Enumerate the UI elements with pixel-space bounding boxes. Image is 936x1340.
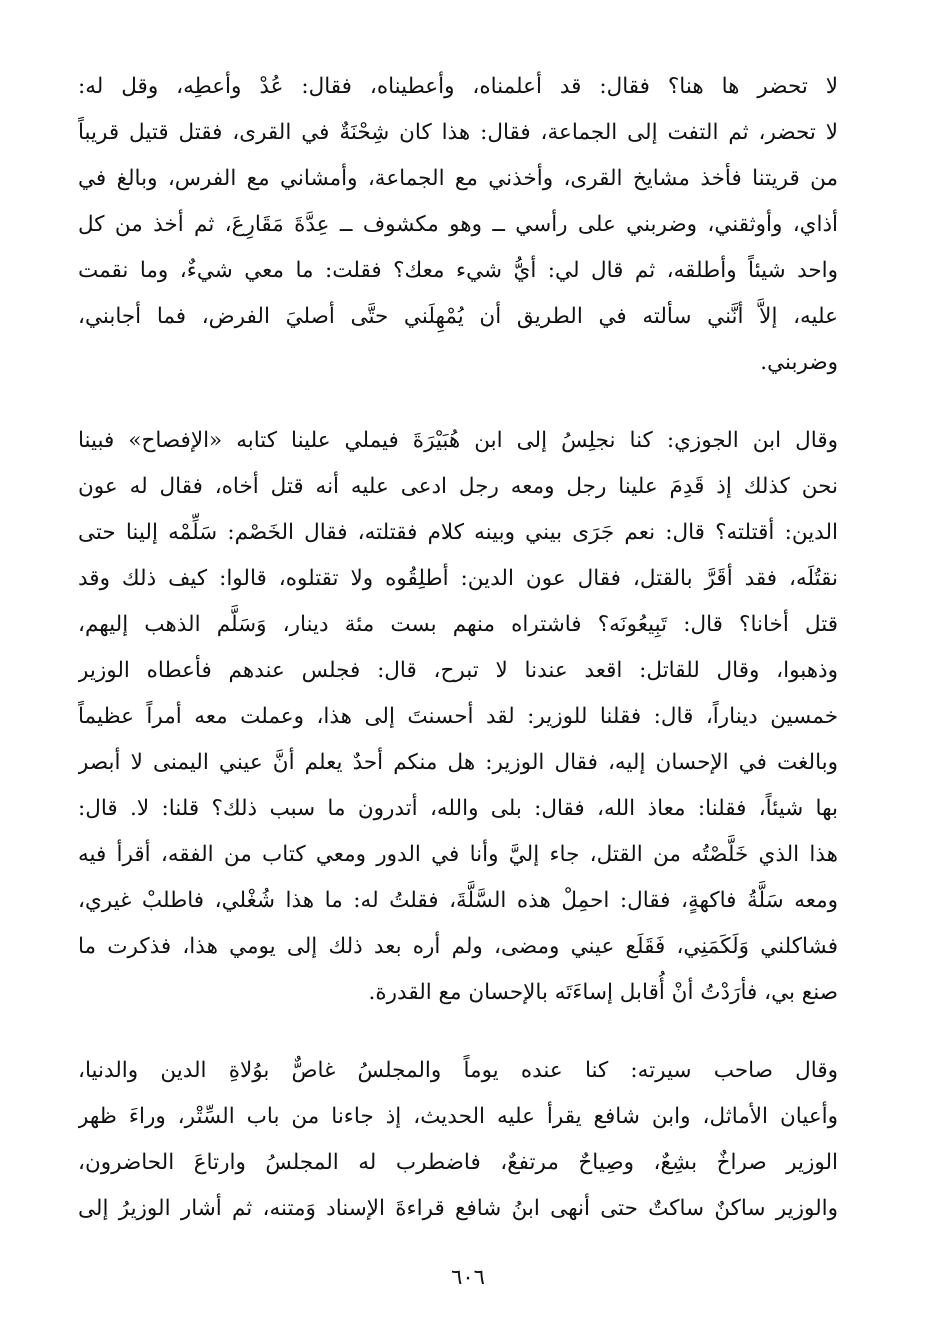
text-line: وبالغت في الإحسان إليه، فقال الوزير: هل منكم أحدٌ يعلم أنَّ عيني اليمنى لا أبصر — [78, 750, 838, 775]
page-number: ٦٠٦ — [451, 1265, 485, 1289]
text-line: عليه، إلاَّ أنَّني سألته في الطريق أن يُمْهِلَني حتَّى أصليَ الفرض، فما أجابني، — [78, 304, 838, 329]
text-line: أذاي، وأوثقني، وضربني على رأسي ــ وهو مكشوف ــ عِدَّةَ مَقَارِعَ، ثم أخذ من كل — [78, 212, 838, 237]
text-line: الدين: أقتلته؟ قال: نعم جَرَى بيني وبينه كلام فقتلته، فقال الخَصْم: سَلِّمْه إلينا حتى — [78, 520, 838, 545]
text-line: نقتُلَه، فقد أقَرَّ بالقتل، فقال عون الدين: أطلِقُوه ولا تقتلوه، قالوا: كيف ذلك وقد — [78, 566, 838, 591]
text-line: لا تحضر، ثم التفت إلى الجماعة، فقال: هذا كان شِحْنَةٌ في القرى، فقتل قتيل قريباً — [78, 120, 838, 145]
text-line: واحد شيئاً وأطلقه، ثم قال لي: أيُّ شيء معك؟ فقلت: ما معي شيءٌ، وما نقمت — [78, 258, 838, 283]
text-line: وقال صاحب سيرته: كنا عنده يوماً والمجلسُ غاصٌّ بوُلاةِ الدين والدنيا، — [78, 1058, 838, 1083]
text-line: الوزير صراخٌ بشِعٌ، وصِياحٌ مرتفعٌ، فاضطرب له المجلسُ وارتاعَ الحاضرون، — [78, 1150, 838, 1175]
text-line: نحن كذلك إذ قَدِمَ علينا رجل ومعه رجل ادعى عليه أنه قتل أخاه، فقال له عون — [78, 474, 838, 499]
text-line: وأعيان الأماثل، وابن شافع يقرأ عليه الحديث، إذ جاءنا من باب السِّتْر، وراءَ ظهر — [78, 1104, 838, 1129]
text-line: وضربني. — [760, 350, 838, 375]
text-line: هذا الذي خَلَّصْتُه من القتل، جاء إليَّ وأنا في الدور ومعي كتاب من الفقه، أقرأ فيه — [78, 842, 838, 867]
text-line: صنع بي، فأرَدْتُ أنْ أُقابل إساءَتَه بالإحسان مع القدرة. — [368, 980, 838, 1005]
text-line: بها شيئاً، فقلنا: معاذ الله، فقال: بلى والله، أتدرون ما سبب ذلك؟ قلنا: لا. قال: — [78, 796, 838, 821]
paragraph-1 — [78, 64, 838, 386]
text-line: ومعه سَلَّةُ فاكهةٍ، فقال: احمِلْ هذه السَّلَّةَ، فقلتُ له: ما هذا شُغْلي، فاطلبْ غيري، — [78, 888, 838, 913]
text-line: فشاكلني وَلَكَمَنِي، فَقَلَع عيني ومضى، ولم أره بعد ذلك إلى يومي هذا، فذكرت ما — [78, 934, 838, 959]
text-line: وقال ابن الجوزي: كنا نجلِسُ إلى ابن هُبَيْرَةَ فيملي علينا كتابه «الإفصاح» فبينا — [78, 428, 838, 453]
text-line: وذهبوا، وقال للقاتل: اقعد عندنا لا تبرح، قال: فجلس عندهم فأعطاه الوزير — [78, 658, 838, 683]
text-line: قتل أخانا؟ قال: تَبِيعُونَه؟ فاشتراه منهم بست مئة دينار، وَسَلَّم الذهب إليهم، — [78, 612, 838, 637]
paragraph-2 — [78, 418, 838, 1016]
paragraph-3 — [78, 1048, 838, 1232]
text-line: من قريتنا فأخذ مشايخ القرى، وأخذني مع الجماعة، وأمشاني مع الفرس، وبالغ في — [78, 166, 838, 191]
text-line: والوزير ساكنٌ ساكتٌ حتى أنهى ابنُ شافع قراءةَ الإسناد وَمتنه، ثم أشار الوزيرُ إلى — [78, 1196, 838, 1221]
text-line: خمسين ديناراً، قال: فقلنا للوزير: لقد أحسنتَ إلى هذا، وعملت معه أمراً عظيماً — [78, 704, 838, 729]
text-line: لا تحضر ها هنا؟ فقال: قد أعلمناه، وأعطيناه، فقال: عُدْ وأعطِه، وقل له: — [78, 74, 838, 99]
